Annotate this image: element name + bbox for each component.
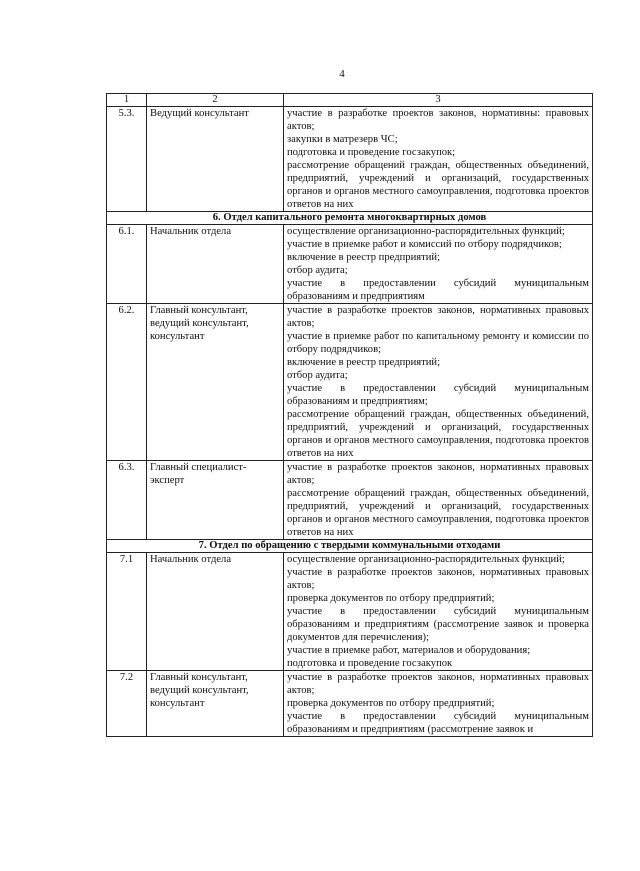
duties-table: [106, 93, 593, 737]
duty-item: участие в предоставлении субсидий муниципальным образованиям и предприятиям (рассмотрение заявок и проверка документов для перечисления);: [287, 606, 589, 643]
row-number: 6.1.: [107, 225, 147, 304]
position-title: Ведущий консультант: [147, 107, 284, 212]
table-row: [107, 107, 593, 212]
column-header: 1: [107, 94, 147, 107]
duty-item: участие в разработке проектов законов, нормативных правовых актов;: [287, 462, 589, 486]
duty-item: включение в реестр предприятий;: [287, 357, 441, 368]
duties-cell: [284, 304, 593, 461]
table-row: [107, 553, 593, 671]
position-title: Начальник отдела: [147, 553, 284, 671]
duty-item: осуществление организационно-распорядительных функций;: [287, 226, 565, 237]
position-title: Главный специалист-эксперт: [147, 461, 284, 540]
duty-item: рассмотрение обращений граждан, общественных объединений, предприятий, учреждений и организаций, государственных органов и органов местного самоуправления, подготовка проектов ответов на них: [287, 488, 589, 538]
table-row: [107, 304, 593, 461]
duty-item: участие в предоставлении субсидий муниципальным образованиям и предприятиям;: [287, 383, 589, 407]
row-number: 6.3.: [107, 461, 147, 540]
duty-item: отбор аудита;: [287, 265, 348, 276]
duty-item: участие в приемке работ по капитальному ремонту и комиссии по отбору подрядчиков;: [287, 331, 589, 355]
position-title: Главный консультант, ведущий консультант, консультант: [147, 304, 284, 461]
duty-item: подготовка и проведение госзакупок: [287, 658, 453, 669]
duty-item: осуществление организационно-распорядительных функций;: [287, 554, 565, 565]
section-title: 6. Отдел капитального ремонта многоквартирных домов: [107, 212, 593, 225]
duty-item: проверка документов по отбору предприятий;: [287, 698, 495, 709]
duties-cell: [284, 671, 593, 737]
position-title: Главный консультант, ведущий консультант, консультант: [147, 671, 284, 737]
section-heading-row: [107, 540, 593, 553]
duties-cell: [284, 107, 593, 212]
duty-item: участие в разработке проектов законов, нормативных правовых актов;: [287, 305, 589, 329]
page-number: 4: [339, 68, 345, 80]
duty-item: отбор аудита;: [287, 370, 348, 381]
duty-item: рассмотрение обращений граждан, общественных объединений, предприятий, учреждений и организаций, государственных органов и органов местного самоуправления, подготовка проектов ответов на них: [287, 409, 589, 459]
duties-cell: [284, 553, 593, 671]
duty-item: участие в предоставлении субсидий муниципальным образованиям и предприятиям (рассмотрение заявок и: [287, 711, 589, 735]
column-header: 3: [284, 94, 593, 107]
duties-cell: [284, 225, 593, 304]
row-number: 7.1: [107, 553, 147, 671]
duty-item: участие в приемке работ и комиссий по отбору подрядчиков;: [287, 239, 562, 250]
row-number: 6.2.: [107, 304, 147, 461]
duties-cell: [284, 461, 593, 540]
row-number: 5.3.: [107, 107, 147, 212]
table-header-row: [107, 94, 593, 107]
duty-item: участие в разработке проектов законов, нормативны: правовых актов;: [287, 108, 589, 132]
position-title: Начальник отдела: [147, 225, 284, 304]
duty-item: участие в разработке проектов законов, нормативных правовых актов;: [287, 672, 589, 696]
section-title: 7. Отдел по обращению с твердыми коммунальными отходами: [107, 540, 593, 553]
table-body: [107, 107, 593, 737]
duty-item: подготовка и проведение госзакупок;: [287, 147, 456, 158]
table-row: [107, 225, 593, 304]
column-header: 2: [147, 94, 284, 107]
duty-item: участие в приемке работ, материалов и оборудования;: [287, 645, 531, 656]
table-row: [107, 461, 593, 540]
row-number: 7.2: [107, 671, 147, 737]
table-row: [107, 671, 593, 737]
section-heading-row: [107, 212, 593, 225]
duty-item: участие в предоставлении субсидий муниципальным образованиям и предприятиям: [287, 278, 589, 302]
duty-item: рассмотрение обращений граждан, общественных объединений, предприятий, учреждений и организаций, государственных органов и органов местного самоуправления, подготовка проектов ответов на них: [287, 160, 589, 210]
duty-item: включение в реестр предприятий;: [287, 252, 441, 263]
duty-item: закупки в матрезерв ЧС;: [287, 134, 398, 145]
duty-item: участие в разработке проектов законов, нормативных правовых актов;: [287, 567, 589, 591]
duty-item: проверка документов по отбору предприятий;: [287, 593, 495, 604]
